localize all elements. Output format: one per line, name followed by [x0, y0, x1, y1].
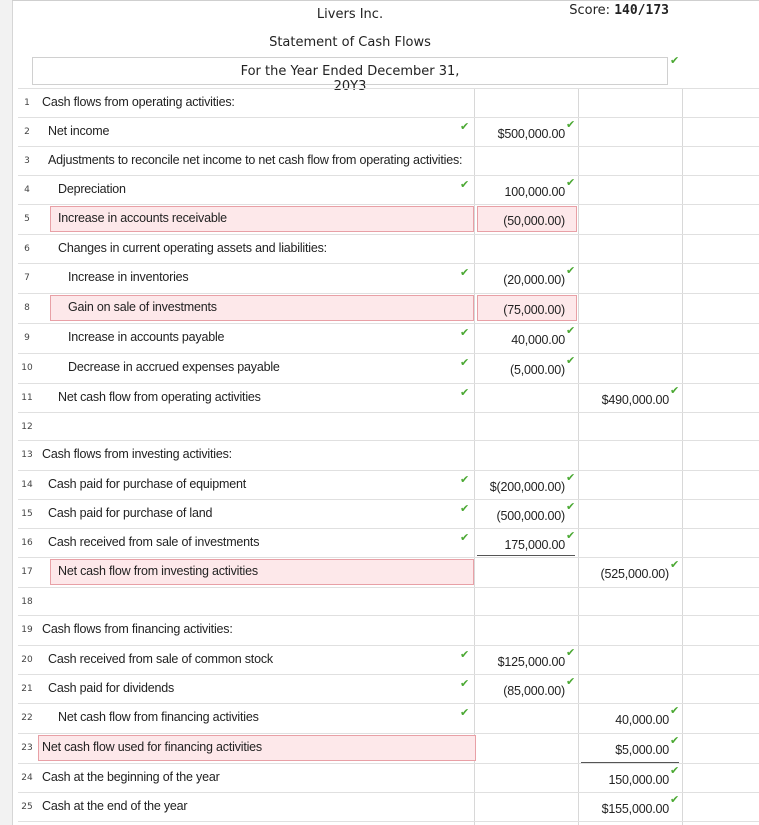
row-label[interactable]: Cash paid for purchase of land [48, 506, 213, 520]
check-icon: ✔ [670, 704, 680, 717]
company-name: Livers Inc. [316, 7, 384, 22]
row-number: 7 [24, 273, 30, 283]
row-divider [18, 645, 759, 646]
row-label[interactable]: Depreciation [58, 182, 126, 196]
check-icon: ✔ [566, 324, 576, 337]
row-number: 17 [21, 567, 33, 577]
amount-col1[interactable]: (50,000.00) [503, 214, 565, 228]
statement-title: Statement of Cash Flows [269, 35, 431, 50]
row-divider [18, 557, 759, 558]
row-number: 24 [21, 773, 33, 783]
row-label[interactable]: Cash received from sale of investments [48, 535, 260, 549]
amount-col1[interactable]: 40,000.00 [511, 333, 565, 347]
check-icon: ✔ [566, 176, 576, 189]
row-divider [18, 440, 759, 441]
check-icon: ✔ [460, 502, 470, 515]
row-label[interactable]: Gain on sale of investments [68, 300, 217, 314]
row-divider [18, 383, 759, 384]
row-label[interactable]: Increase in accounts payable [68, 330, 225, 344]
amount-col1[interactable]: (5,000.00) [510, 363, 565, 377]
row-divider [18, 323, 759, 324]
row-divider [18, 733, 759, 734]
amount-col1[interactable]: 100,000.00 [504, 185, 565, 199]
check-icon: ✔ [460, 677, 470, 690]
amount-col1[interactable]: (85,000.00) [503, 684, 565, 698]
score-label: Score: [569, 3, 611, 18]
statement-period: For the Year Ended December 31, 20Y3 [240, 64, 460, 94]
amount-col2[interactable]: $5,000.00 [615, 743, 669, 757]
amount-col2[interactable]: $155,000.00 [601, 802, 669, 816]
row-number: 10 [21, 363, 33, 373]
check-icon: ✔ [460, 178, 470, 191]
row-number: 2 [24, 127, 30, 137]
row-number: 20 [21, 655, 33, 665]
row-number: 8 [24, 303, 30, 313]
row-label[interactable]: Net cash flow used for financing activities [42, 740, 262, 754]
column-divider [578, 88, 579, 825]
check-icon: ✔ [566, 471, 576, 484]
check-icon: ✔ [670, 793, 680, 806]
row-number: 13 [21, 450, 33, 460]
check-icon: ✔ [460, 648, 470, 661]
row-number: 5 [24, 214, 30, 224]
row-divider [18, 263, 759, 264]
check-icon: ✔ [460, 531, 470, 544]
row-divider [18, 674, 759, 675]
row-number: 23 [21, 743, 33, 753]
amount-col1[interactable]: (75,000.00) [503, 303, 565, 317]
row-number: 12 [21, 422, 33, 432]
check-icon: ✔ [670, 54, 680, 67]
check-icon: ✔ [460, 326, 470, 339]
row-divider [18, 353, 759, 354]
row-label[interactable]: Cash paid for dividends [48, 681, 175, 695]
check-icon: ✔ [460, 120, 470, 133]
row-label[interactable]: Decrease in accrued expenses payable [68, 360, 280, 374]
amount-col2[interactable]: 40,000.00 [615, 713, 669, 727]
check-icon: ✔ [566, 354, 576, 367]
row-number: 18 [21, 597, 33, 607]
row-divider [18, 175, 759, 176]
amount-col1[interactable]: 175,000.00 [504, 538, 565, 552]
row-number: 9 [24, 333, 30, 343]
check-icon: ✔ [670, 734, 680, 747]
row-number: 15 [21, 509, 33, 519]
score-value: 140/173 [614, 3, 669, 18]
check-icon: ✔ [670, 764, 680, 777]
amount-col2[interactable]: 150,000.00 [608, 773, 669, 787]
row-label[interactable]: Net cash flow from operating activities [58, 390, 261, 404]
column-divider [682, 88, 683, 825]
total-underline [581, 762, 679, 763]
row-label[interactable]: Increase in accounts receivable [58, 211, 227, 225]
row-divider [18, 470, 759, 471]
amount-col1[interactable]: $125,000.00 [497, 655, 565, 669]
row-label[interactable]: Net cash flow from investing activities [58, 564, 258, 578]
amount-col1[interactable]: (20,000.00) [503, 273, 565, 287]
amount-col2[interactable]: (525,000.00) [600, 567, 669, 581]
row-number: 3 [24, 156, 30, 166]
row-divider [18, 821, 759, 822]
check-icon: ✔ [460, 706, 470, 719]
check-icon: ✔ [566, 646, 576, 659]
row-label[interactable]: Cash flows from operating activities: [42, 95, 235, 109]
check-icon: ✔ [670, 384, 680, 397]
score [569, 3, 669, 18]
row-divider [18, 499, 759, 500]
row-label[interactable]: Cash received from sale of common stock [48, 652, 273, 666]
check-icon: ✔ [566, 529, 576, 542]
row-divider [18, 763, 759, 764]
row-label[interactable]: Increase in inventories [68, 270, 189, 284]
row-number: 4 [24, 185, 30, 195]
row-label[interactable]: Cash paid for purchase of equipment [48, 477, 246, 491]
row-divider [18, 528, 759, 529]
amount-col1[interactable]: $500,000.00 [497, 127, 565, 141]
row-label[interactable]: Cash at the end of the year [42, 799, 188, 813]
check-icon: ✔ [460, 473, 470, 486]
row-divider [18, 88, 759, 89]
row-label[interactable]: Cash flows from financing activities: [42, 622, 233, 636]
check-icon: ✔ [566, 118, 576, 131]
row-number: 11 [21, 393, 33, 403]
row-label[interactable]: Changes in current operating assets and liabilities: [58, 241, 327, 255]
row-divider [18, 615, 759, 616]
row-number: 16 [21, 538, 33, 548]
row-number: 21 [21, 684, 33, 694]
check-icon: ✔ [460, 266, 470, 279]
row-number: 14 [21, 480, 33, 490]
row-divider [18, 234, 759, 235]
total-underline [477, 555, 575, 556]
left-gutter [0, 0, 13, 825]
check-icon: ✔ [566, 500, 576, 513]
row-number: 1 [24, 98, 30, 108]
row-divider [18, 587, 759, 588]
row-divider [18, 293, 759, 294]
amount-col1[interactable]: (500,000.00) [496, 509, 565, 523]
check-icon: ✔ [460, 356, 470, 369]
check-icon: ✔ [566, 264, 576, 277]
row-label[interactable]: Net cash flow from financing activities [58, 710, 259, 724]
amount-col2[interactable]: $490,000.00 [601, 393, 669, 407]
row-label[interactable]: Adjustments to reconcile net income to net cash flow from operating activities: [48, 153, 463, 167]
row-label[interactable]: Cash flows from investing activities: [42, 447, 232, 461]
row-number: 6 [24, 244, 30, 254]
row-divider [18, 117, 759, 118]
check-icon: ✔ [670, 558, 680, 571]
row-label[interactable]: Cash at the beginning of the year [42, 770, 220, 784]
top-divider [12, 0, 759, 1]
row-number: 22 [21, 713, 33, 723]
row-divider [18, 412, 759, 413]
row-label[interactable]: Net income [48, 124, 110, 138]
column-divider [474, 88, 475, 825]
check-icon: ✔ [460, 386, 470, 399]
row-number: 25 [21, 802, 33, 812]
row-divider [18, 204, 759, 205]
check-icon: ✔ [566, 675, 576, 688]
amount-col1[interactable]: $(200,000.00) [489, 480, 565, 494]
row-divider [18, 146, 759, 147]
row-divider [18, 792, 759, 793]
row-divider [18, 703, 759, 704]
row-number: 19 [21, 625, 33, 635]
